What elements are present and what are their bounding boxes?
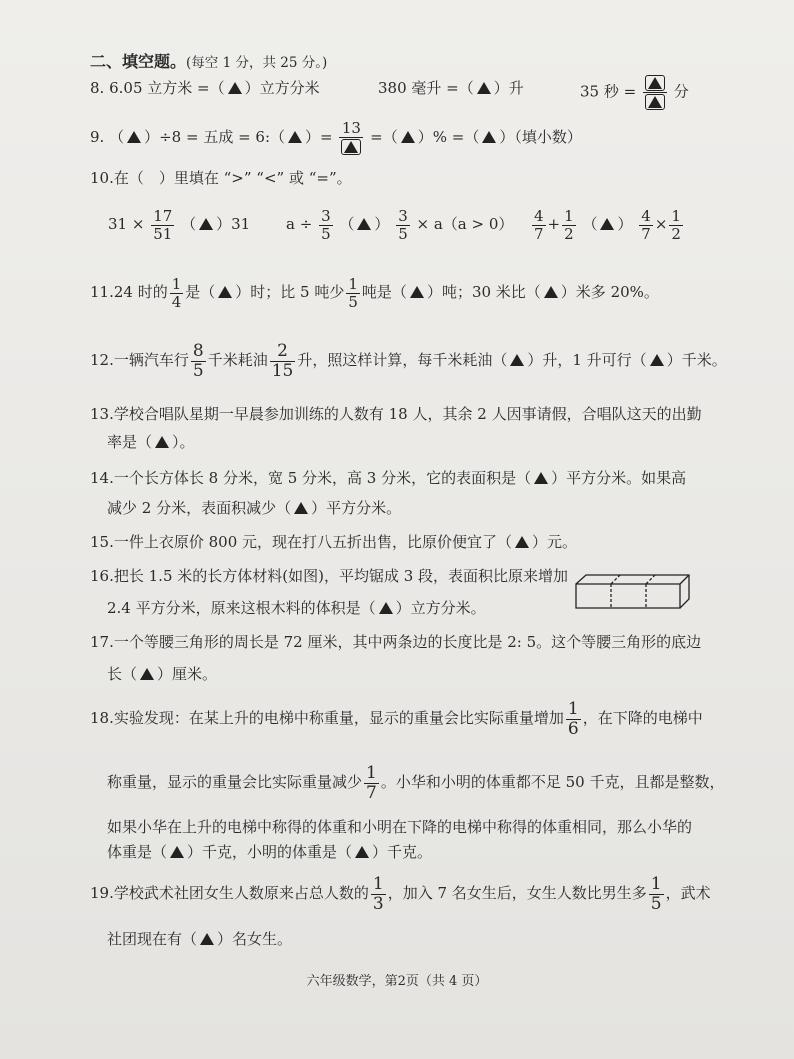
question-14-line2 <box>107 498 401 518</box>
question-18-line4 <box>107 842 432 862</box>
numerator: 4 <box>534 206 544 225</box>
numerator: 1 <box>671 206 681 225</box>
cuboid-diagram <box>572 572 692 612</box>
q19-line1-pre: 学校武术社团女生人数原来占总人数的 <box>113 884 369 902</box>
question-18-line3 <box>107 817 692 837</box>
question-10 <box>90 168 352 188</box>
answer-triangle-icon <box>534 472 548 484</box>
q9-p6: ）（填小数） <box>499 128 582 146</box>
q14-line2-pre: 减少 2 分米，表面积减少（ <box>107 499 292 517</box>
q18-line2-post: 。小华和小明的体重都不足 50 千克，且都是整数， <box>380 773 725 791</box>
q18-fraction-1 <box>566 700 581 739</box>
numerator: 1 <box>372 873 384 894</box>
answer-triangle-icon <box>228 82 242 94</box>
q11-p4: 吨是（ <box>361 283 407 301</box>
numerator: 3 <box>321 206 331 225</box>
q19-number: 19. <box>90 884 114 902</box>
question-19 <box>90 873 711 914</box>
q9-p4: =（ <box>370 128 398 146</box>
q12-p5: ）千米。 <box>666 351 727 369</box>
q15-pre: 一件上衣原价 800 元，现在打八五折出售，比原价便宜了（ <box>113 533 513 551</box>
q11-fraction-2 <box>346 276 360 311</box>
q18-line4-post: ）千克。 <box>372 843 433 861</box>
q16-number: 16. <box>90 567 114 585</box>
q18-line1-post: ，在下降的电梯中 <box>582 709 703 727</box>
q13-line2-pre: 率是（ <box>107 433 153 451</box>
question-8-c <box>580 74 689 111</box>
q17-line1: 一个等腰三角形的周长是 72 厘米，其中两条边的长度比是 2: 5。这个等腰三角形的底边 <box>113 633 702 651</box>
denominator: 4 <box>171 292 182 311</box>
q10-e3-fraction-4 <box>669 208 683 243</box>
q12-p3: 升，照这样计算，每千米耗油（ <box>297 351 508 369</box>
q12-p2: 千米耗油 <box>207 351 268 369</box>
question-17 <box>90 632 701 652</box>
q18-line1-pre: 实验发现：在某上升的电梯中称重量，显示的重量会比实际重量增加 <box>113 709 564 727</box>
q8-fraction <box>643 74 667 111</box>
question-13-line2 <box>107 432 195 452</box>
denominator: 51 <box>153 224 173 243</box>
boxed-triangle-icon <box>645 75 665 91</box>
question-8 <box>90 78 320 98</box>
q10-e1-tail: ）31 <box>216 215 251 233</box>
q10-e1-pre: 31 × <box>108 215 145 233</box>
q10-e3-mid2: ） <box>617 215 633 233</box>
q12-fraction-1 <box>191 342 206 381</box>
q10-e3-fraction-2 <box>562 208 576 243</box>
answer-triangle-icon <box>544 286 558 298</box>
q14-number: 14. <box>90 469 114 487</box>
numerator: 8 <box>192 340 204 361</box>
q9-fraction-numerator: 13 <box>341 119 361 137</box>
section-note: (每空 1 分，共 25 分。) <box>186 55 328 71</box>
q10-e3-fraction-3 <box>639 208 653 243</box>
question-9 <box>90 120 582 156</box>
q12-p4: ）升，1 升可行（ <box>527 351 647 369</box>
q16-line2-post: ）立方分米。 <box>395 599 486 617</box>
answer-triangle-icon <box>127 131 141 143</box>
q11-number: 11. <box>90 283 114 301</box>
q18-line4-pre: 体重是（ <box>107 843 168 861</box>
q10-e2-mid: （ <box>339 215 355 233</box>
question-17-line2 <box>107 664 217 684</box>
denominator: 5 <box>650 893 662 914</box>
q12-fraction-2 <box>270 342 296 381</box>
q10-e3-mid: （ <box>582 215 598 233</box>
q15-number: 15. <box>90 533 114 551</box>
q18-number: 18. <box>90 709 114 727</box>
denominator: 5 <box>398 224 408 243</box>
numerator: 3 <box>398 206 408 225</box>
q8-part-a-pre: 6.05 立方米 =（ <box>109 79 225 97</box>
q9-p5: ）% =（ <box>417 128 480 146</box>
q11-fraction-1 <box>170 276 184 311</box>
q10-expr-1 <box>108 204 250 244</box>
q14-line2-post: ）平方分米。 <box>311 499 402 517</box>
question-14 <box>90 468 686 488</box>
q8-part-b-pre: 380 毫升 =（ <box>378 79 474 97</box>
section-header <box>90 52 327 73</box>
numerator: 4 <box>641 206 651 225</box>
question-13 <box>90 404 702 424</box>
q11-p2: 是（ <box>185 283 216 301</box>
question-16 <box>90 566 568 586</box>
q10-e3-fraction-1 <box>532 208 546 243</box>
q19-line1-mid: ，加入 7 名女生后，女生人数比男生多 <box>387 884 647 902</box>
numerator: 1 <box>348 274 358 293</box>
q10-expr-2 <box>286 204 513 244</box>
denominator: 5 <box>348 292 358 311</box>
answer-triangle-icon <box>482 131 496 143</box>
q19-fraction-1 <box>371 875 386 914</box>
answer-triangle-icon <box>199 218 213 230</box>
q10-e2-pre: a ÷ <box>286 215 313 233</box>
q17-line2-post: ）厘米。 <box>157 665 218 683</box>
question-15 <box>90 532 577 552</box>
q8-part-c-pre: 35 秒 = <box>580 82 637 101</box>
answer-triangle-icon <box>170 846 184 858</box>
q8-part-a-post: ）立方分米 <box>244 79 320 97</box>
q13-line1: 学校合唱队星期一早晨参加训练的人数有 18 人，其余 2 人因事请假，合唱队这天的出勤 <box>113 405 702 423</box>
q8-part-c-post: 分 <box>673 82 689 101</box>
q10-expr-3 <box>530 204 685 244</box>
denominator: 7 <box>534 224 544 243</box>
numerator: 1 <box>650 873 662 894</box>
answer-triangle-icon <box>294 502 308 514</box>
q18-line3: 如果小华在上升的电梯中称得的体重和小明在下降的电梯中称得的体重相同，那么小华的 <box>107 818 693 836</box>
q16-line2-pre: 2.4 平方分米，原来这根木料的体积是（ <box>107 599 376 617</box>
boxed-triangle-icon <box>645 94 665 110</box>
q18-fraction-2 <box>364 764 379 803</box>
answer-triangle-icon <box>401 131 415 143</box>
q10-number: 10. <box>90 169 114 187</box>
q8-number: 8. <box>90 79 105 97</box>
answer-triangle-icon <box>357 218 371 230</box>
question-19-line2 <box>107 929 292 949</box>
answer-triangle-icon <box>379 602 393 614</box>
q10-e1-post: （ <box>181 215 197 233</box>
q10-e3-op: + <box>547 215 561 233</box>
q19-line1-post: ，武术 <box>665 884 711 902</box>
q13-number: 13. <box>90 405 114 423</box>
question-18 <box>90 698 703 739</box>
answer-triangle-icon <box>510 354 524 366</box>
q19-line2-pre: 社团现在有（ <box>107 930 198 948</box>
numerator: 1 <box>564 206 574 225</box>
question-16-line2 <box>107 598 486 618</box>
answer-triangle-icon <box>355 846 369 858</box>
q9-number: 9. <box>90 128 105 146</box>
q12-number: 12. <box>90 351 114 369</box>
q10-e1-fraction <box>151 208 174 243</box>
q10-e2-post: × a（a > 0） <box>416 215 514 233</box>
question-18-line2 <box>107 762 724 803</box>
answer-triangle-icon <box>140 668 154 680</box>
q11-p1: 24 时的 <box>113 283 168 301</box>
answer-triangle-icon <box>200 933 214 945</box>
answer-triangle-icon <box>650 354 664 366</box>
q18-line4-mid: ）千克，小明的体重是（ <box>187 843 353 861</box>
q9-fraction <box>339 120 363 156</box>
question-11 <box>90 272 659 312</box>
denominator: 7 <box>641 224 651 243</box>
denominator: 7 <box>366 782 377 803</box>
q10-e2-fraction-2 <box>396 208 410 243</box>
q11-p3: ）时；比 5 吨少 <box>235 283 345 301</box>
answer-triangle-icon <box>288 131 302 143</box>
boxed-triangle-icon <box>341 139 361 155</box>
denominator: 5 <box>321 224 331 243</box>
q14-line1-post: ）平方分米。如果高 <box>551 469 687 487</box>
q10-e3-op2: × <box>654 215 668 233</box>
denominator: 2 <box>671 224 681 243</box>
answer-triangle-icon <box>155 436 169 448</box>
denominator: 15 <box>271 360 294 381</box>
answer-triangle-icon <box>600 218 614 230</box>
q17-line2-pre: 长（ <box>107 665 138 683</box>
question-12 <box>90 340 727 381</box>
numerator: 1 <box>366 762 377 783</box>
question-8-b <box>378 78 524 98</box>
q18-line2-pre: 称重量，显示的重量会比实际重量减少 <box>107 773 363 791</box>
answer-triangle-icon <box>218 286 232 298</box>
numerator: 17 <box>153 206 173 225</box>
denominator: 6 <box>567 718 579 739</box>
q10-e2-fraction <box>319 208 333 243</box>
q15-post: ）元。 <box>532 533 578 551</box>
q14-line1-pre: 一个长方体长 8 分米，宽 5 分米，高 3 分米，它的表面积是（ <box>113 469 532 487</box>
numerator: 1 <box>567 698 579 719</box>
answer-triangle-icon <box>515 536 529 548</box>
answer-triangle-icon <box>410 286 424 298</box>
q9-p1: （ <box>109 128 125 146</box>
q12-p1: 一辆汽车行 <box>113 351 189 369</box>
q13-line2-post: ）。 <box>172 433 195 451</box>
numerator: 2 <box>277 340 288 361</box>
denominator: 5 <box>192 360 204 381</box>
q11-p5: ）吨；30 米比（ <box>426 283 541 301</box>
q10-e2-mid2: ） <box>374 215 390 233</box>
answer-triangle-icon <box>477 82 491 94</box>
q9-p2: ）÷8 = 五成 = 6:（ <box>144 128 286 146</box>
q16-line1: 把长 1.5 米的长方体材料(如图)，平均锯成 3 段，表面积比原来增加 <box>113 567 569 585</box>
q8-part-b-post: ）升 <box>493 79 524 97</box>
q9-p3: ）= <box>305 128 333 146</box>
q17-number: 17. <box>90 633 114 651</box>
page-footer: 六年级数学，第2页（共 4 页） <box>306 974 488 989</box>
section-title: 二、填空题。 <box>90 52 187 71</box>
q10-intro: 在（ ）里填在 “>” “<” 或 “=”。 <box>113 169 352 187</box>
q11-p6: ）米多 20%。 <box>560 283 659 301</box>
q19-fraction-2 <box>649 875 664 914</box>
denominator: 2 <box>564 224 574 243</box>
denominator: 3 <box>372 893 384 914</box>
q19-line2-post: ）名女生。 <box>217 930 293 948</box>
numerator: 1 <box>171 274 182 293</box>
